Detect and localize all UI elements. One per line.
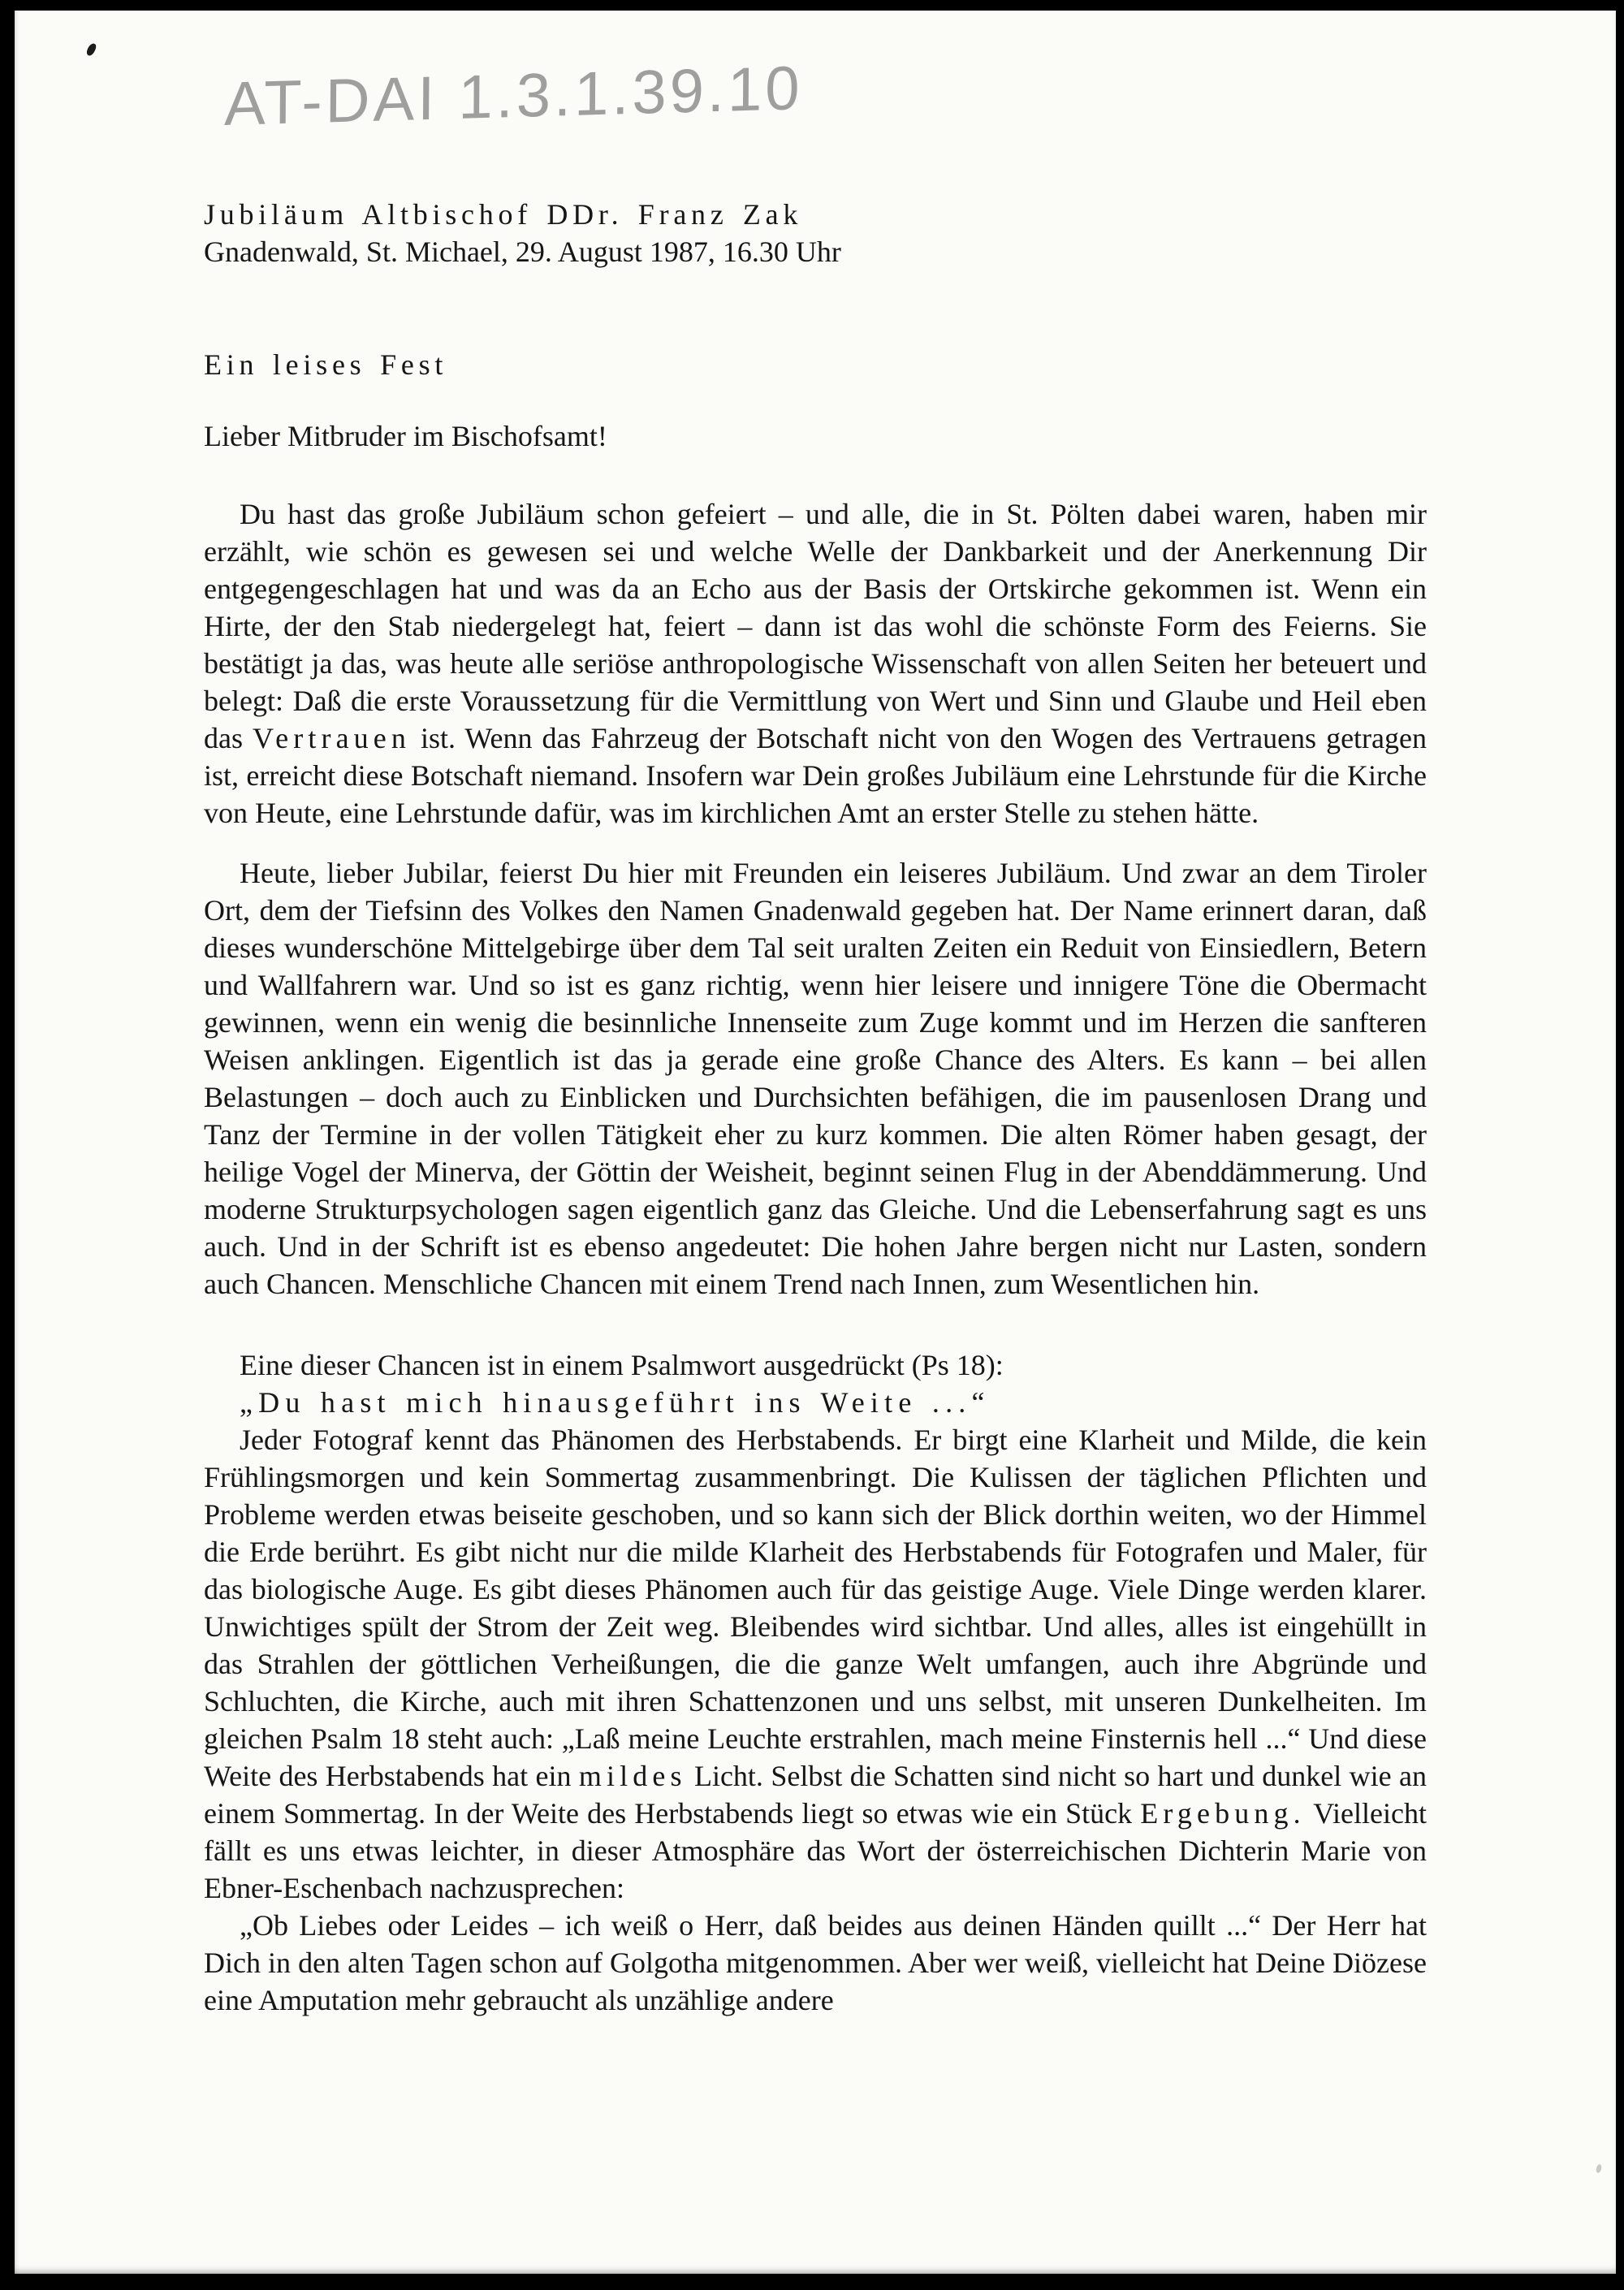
document-page: [15, 11, 1616, 2274]
emphasized-text: mildes: [578, 1760, 687, 1792]
psalm-quote: [204, 1384, 1427, 1421]
handwritten-archive-reference: AT-DAI 1.3.1.39.10: [223, 54, 803, 139]
scan-speck: [1596, 2163, 1603, 2173]
text-segment: „Ob Liebes oder Leides – ich weiß o Herr, daß beides aus deinen Händen quillt ...“ Der Herr hat Dich in den alten Tagen schon auf Golgotha mitgenommen. Aber wer weiß, vielleicht hat Deine Diözese eine Amputation mehr gebraucht als unzählige andere: [204, 1909, 1427, 2016]
salutation: Lieber Mitbruder im Bischofsamt!: [204, 420, 607, 452]
document-content: [204, 196, 1427, 2019]
text-segment: Vielleicht fällt es uns etwas leichter, in dieser Atmosphäre das Wort der österreichischen Dichterin Marie von Ebner-Eschenbach nachzusprechen:: [204, 1797, 1427, 1904]
text-segment: „Du hast mich hinausgeführt ins Weite ...“: [240, 1386, 991, 1419]
text-segment: Licht. Selbst die Schatten sind nicht so hart und dunkel wie an einem Sommertag. In der Weite des Herbstabends liegt so etwas wie ein Stück: [204, 1760, 1427, 1830]
paragraph: [204, 495, 1427, 832]
document-header: [204, 196, 1427, 270]
paragraph: [204, 1907, 1427, 2019]
text-segment: Du hast das große Jubiläum schon gefeiert – und alle, die in St. Pölten dabei waren, haben mir erzählt, wie schön es gewesen sei und welche Welle der Dankbarkeit und der Anerkennung Dir entgegengeschlagen hat und was da an Echo aus der Basis der Ortskirche gekommen ist. Wenn ein Hirte, der den Stab niedergelegt hat, feiert – dann ist das wohl die schönste Form des Feierns. Sie bestätigt ja das, was heute alle seriöse anthropologische Wissenschaft von allen Seiten her beteuert und belegt: Daß die erste Voraussetzung für die Vermittlung von Wert und Sinn und Glaube und Heil eben das: [204, 498, 1427, 754]
header-place-date-line: Gnadenwald, St. Michael, 29. August 1987, 16.30 Uhr: [204, 235, 841, 268]
paragraph: [204, 854, 1427, 1303]
ink-speck: [85, 42, 97, 57]
emphasized-text: Vertrauen: [253, 722, 412, 754]
paragraph: [204, 1421, 1427, 1907]
document-title: Ein leises Fest: [204, 348, 448, 381]
paragraph: [204, 1346, 1427, 1384]
text-segment: ist. Wenn das Fahrzeug der Botschaft nicht von den Wogen des Vertrauens getragen ist, erreicht diese Botschaft niemand. Insofern war Dein großes Jubiläum eine Lehrstunde für die Kirche von Heute, eine Lehrstunde dafür, was im kirchlichen Amt an erster Stelle zu stehen hätte.: [204, 722, 1427, 829]
header-occasion-line: Jubiläum Altbischof DDr. Franz Zak: [204, 198, 803, 231]
text-segment: Jeder Fotograf kennt das Phänomen des Herbstabends. Er birgt eine Klarheit und Milde, die kein Frühlingsmorgen und kein Sommertag zusammenbringt. Die Kulissen der täglichen Pflichten und Probleme werden etwas beiseite geschoben, und so kann sich der Blick dorthin weiten, wo der Himmel die Erde berührt. Es gibt nicht nur die milde Klarheit des Herbstabends für Fotografen und Maler, für das biologische Auge. Es gibt dieses Phänomen auch für das geistige Auge. Viele Dinge werden klarer. Unwichtiges spült der Strom der Zeit weg. Bleibendes wird sichtbar. Und alles, alles ist eingehüllt in das Strahlen der göttlichen Verheißungen, die die ganze Welt umfangen, auch ihre Abgründe und Schluchten, die Kirche, auch mit ihren Schattenzonen und uns selbst, mit unseren Dunkelheiten. Im gleichen Psalm 18 steht auch: „Laß meine Leuchte erstrahlen, mach meine Finsternis hell ...“ Und diese Weite des Herbstabends hat ein: [204, 1424, 1427, 1792]
text-segment: Eine dieser Chancen ist in einem Psalmwort ausgedrückt (Ps 18):: [240, 1349, 1004, 1381]
document-body: [204, 495, 1427, 2019]
emphasized-text: Ergebung.: [1140, 1797, 1306, 1830]
text-segment: Heute, lieber Jubilar, feierst Du hier mit Freunden ein leiseres Jubiläum. Und zwar an dem Tiroler Ort, dem der Tiefsinn des Volkes den Namen Gnadenwald gegeben hat. Der Name erinnert daran, daß dieses wunderschöne Mittelgebirge über dem Tal seit uralten Zeiten ein Reduit von Einsiedlern, Betern und Wallfahrern war. Und so ist es ganz richtig, wenn hier leisere und innigere Töne die Obermacht gewinnen, wenn ein wenig die besinnliche Innenseite zum Zuge kommt und im Herzen die sanfteren Weisen anklingen. Eigentlich ist das ja gerade eine große Chance des Alters. Es kann – bei allen Belastungen – doch auch zu Einblicken und Durchsichten befähigen, die im pausenlosen Drang und Tanz der Termine in der vollen Tätigkeit eher zu kurz kommen. Die alten Römer haben gesagt, der heilige Vogel der Minerva, der Göttin der Weisheit, beginnt seinen Flug in der Abenddämmerung. Und moderne Strukturpsychologen sagen eigentlich ganz das Gleiche. Und die Lebenserfahrung sagt es uns auch. Und in der Schrift ist es ebenso angedeutet: Die hohen Jahre bergen nicht nur Lasten, sondern auch Chancen. Menschliche Chancen mit einem Trend nach Innen, zum Wesentlichen hin.: [204, 857, 1427, 1300]
